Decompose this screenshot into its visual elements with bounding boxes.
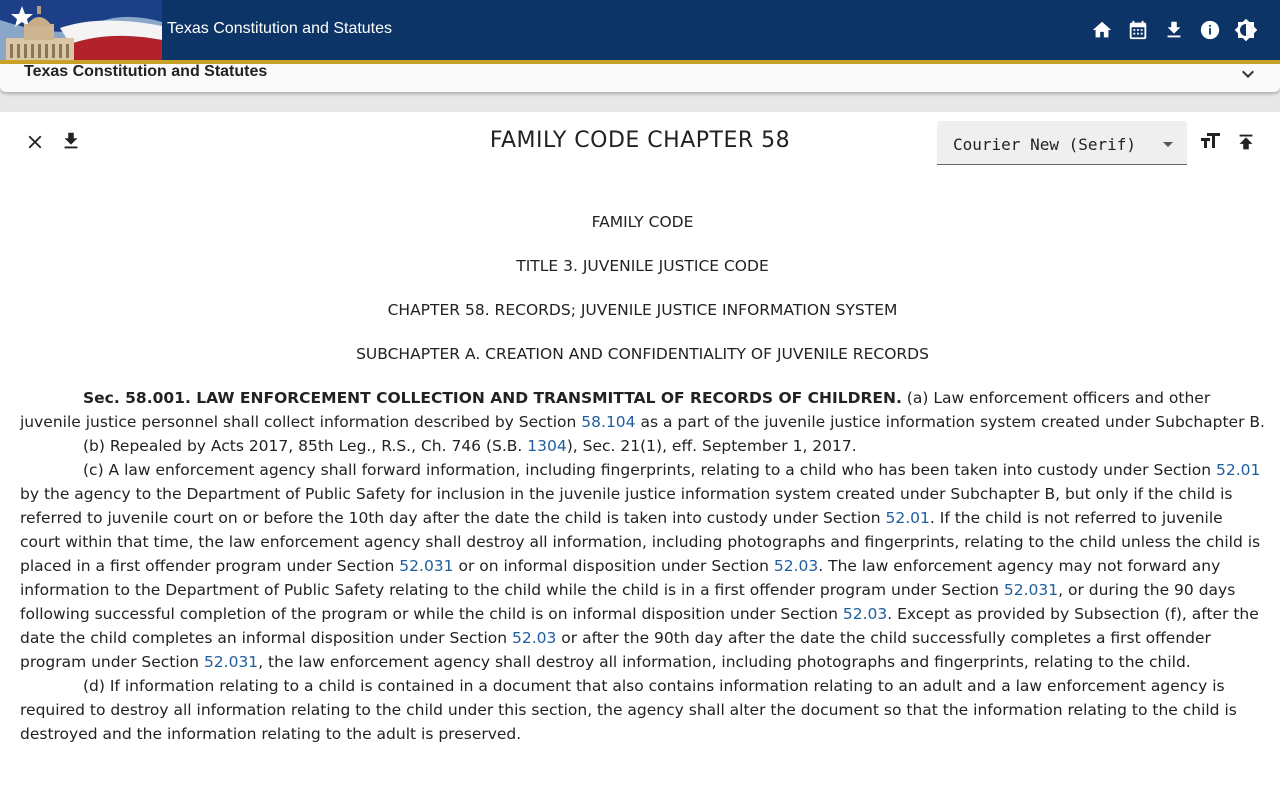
accordion-title: Texas Constitution and Statutes: [24, 63, 268, 80]
app-header: [0, 0, 1280, 60]
dropdown-caret-icon: [1163, 142, 1173, 147]
statutes-accordion[interactable]: [0, 64, 1280, 92]
subsection-b: (b) Repealed by Acts 2017, 85th Leg., R.S., Ch. 746 (S.B. 1304), Sec. 21(1), eff. September 1, 2017.: [83, 437, 857, 455]
subchapter-heading: SUBCHAPTER A. CREATION AND CONFIDENTIALITY OF JUVENILE RECORDS: [356, 345, 929, 363]
section-link[interactable]: 52.03: [512, 629, 557, 647]
section-link[interactable]: 52.01: [885, 509, 930, 527]
scroll-to-top-icon[interactable]: [1230, 126, 1262, 158]
statute-text: [20, 210, 1265, 746]
header-actions: [1090, 18, 1258, 42]
info-icon[interactable]: [1198, 18, 1222, 42]
chevron-down-icon[interactable]: [1236, 62, 1260, 86]
section-link[interactable]: 52.03: [773, 557, 819, 575]
section-link[interactable]: 52.031: [1003, 581, 1059, 599]
font-family-select[interactable]: [937, 121, 1187, 165]
title-heading: TITLE 3. JUVENILE JUSTICE CODE: [516, 257, 769, 275]
text-size-icon[interactable]: [1194, 125, 1226, 157]
download-icon[interactable]: [1162, 18, 1186, 42]
section-58-001-a: Sec. 58.001. LAW ENFORCEMENT COLLECTION AND TRANSMITTAL OF RECORDS OF CHILDREN. (a) Law enforcement officers and other juvenile justice personnel shall collect information described by Section 58.104 as a part of the juvenile justice information system created under Subchapter B.: [20, 389, 1265, 431]
section-link[interactable]: 52.03: [842, 605, 888, 623]
document-title: FAMILY CODE CHAPTER 58: [489, 128, 791, 153]
home-icon[interactable]: [1090, 18, 1114, 42]
chapter-heading: CHAPTER 58. RECORDS; JUVENILE JUSTICE INFORMATION SYSTEM: [387, 301, 898, 319]
section-link[interactable]: 52.031: [203, 653, 259, 671]
texas-capitol-flag-logo: [0, 0, 162, 60]
font-select-value: Courier New (Serif): [953, 135, 1137, 154]
subsection-d: (d) If information relating to a child is contained in a document that also contains information relating to an adult and a law enforcement agency is required to destroy all information relating to the child under this section, the agency shall alter the document so that the information relating to the child is destroyed and the information relating to the adult is preserved.: [20, 677, 1237, 743]
section-link[interactable]: 58.104: [581, 413, 636, 431]
calendar-icon[interactable]: [1126, 18, 1150, 42]
section-link[interactable]: 52.01: [1216, 461, 1261, 479]
section-link[interactable]: 52.031: [399, 557, 454, 575]
bill-link[interactable]: 1304: [527, 437, 567, 455]
section-heading: Sec. 58.001. LAW ENFORCEMENT COLLECTION AND TRANSMITTAL OF RECORDS OF CHILDREN.: [83, 389, 902, 407]
brightness-icon[interactable]: [1234, 18, 1258, 42]
app-title: Texas Constitution and Statutes: [167, 20, 393, 37]
subsection-c: (c) A law enforcement agency shall forward information, including fingerprints, relating to a child who has been taken into custody under Section 52.01 by the agency to the Department of Public Safety for inclusion in the juvenile justice information system created under Subchapter B, but only if the child is referred to juvenile court on or before the 10th day after the date the child is taken into custody under Section 52.01. If the child is not referred to juvenile court within that time, the law enforcement agency shall destroy all information, including photographs and fingerprints, relating to the child unless the child is placed in a first offender program under Section 52.031 or on informal disposition under Section 52.03. The law enforcement agency may not forward any information to the Department of Public Safety relating to the child while the child is in a first offender program under Section 52.031, or during the 90 days following successful completion of the program or while the child is on informal disposition under Section 52.03. Except as provided by Subsection (f), after the date the child completes an informal disposition under Section 52.03 or after the 90th day after the date the child successfully completes a first offender program under Section 52.031, the law enforcement agency shall destroy all information, including photographs and fingerprints, relating to the child.: [20, 461, 1261, 671]
code-heading: FAMILY CODE: [591, 213, 694, 231]
